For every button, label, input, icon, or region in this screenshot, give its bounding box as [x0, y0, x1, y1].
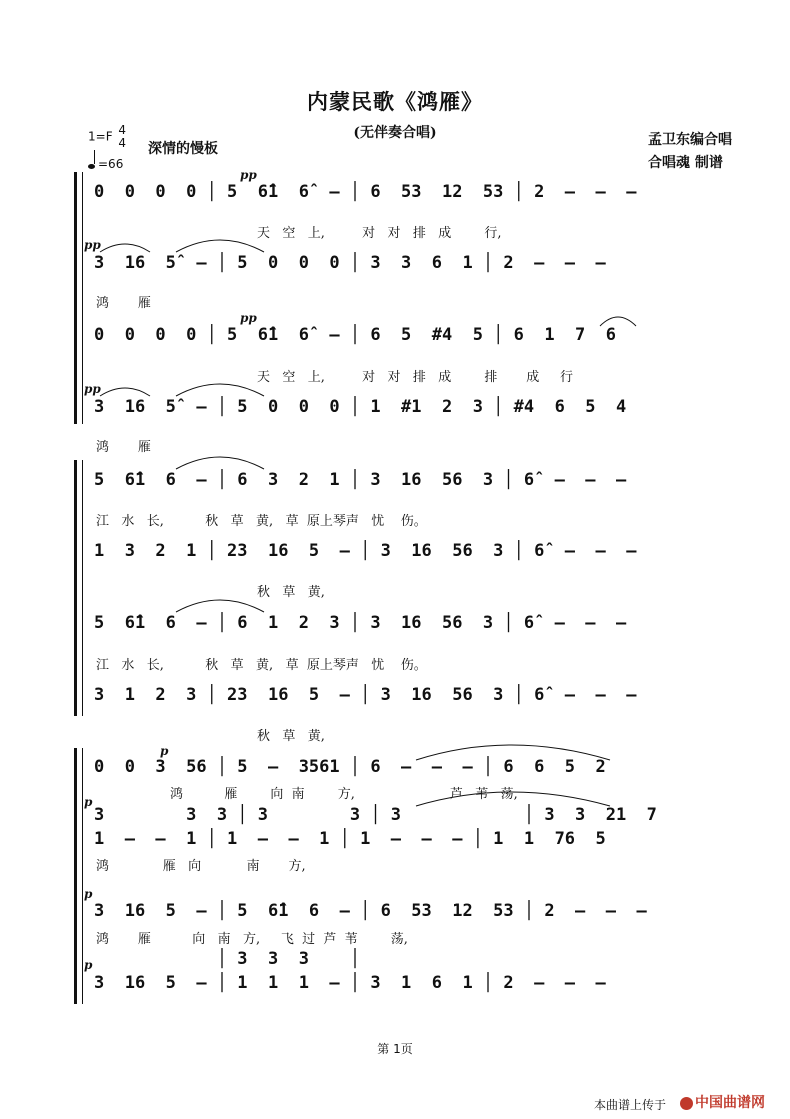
score-subtitle: (无伴奏合唱) — [353, 125, 437, 141]
slur-icon — [176, 240, 264, 252]
dynamic-mark: pp — [240, 311, 257, 325]
dynamic-mark: pp — [84, 238, 101, 252]
score-title: 内蒙民歌《鸿雁》 — [307, 89, 483, 114]
notation-line: 3 16 5 – │ 5 6̂1 6 – │ 6 53 12 53 │ 2 – – – — [94, 901, 647, 921]
time-bottom: 4 — [118, 136, 127, 150]
notation-line: 3 3 3 │ 3 3 │ 3 │ 3 3 21 7 — [94, 805, 657, 825]
notation-line: 3 1 2 3 │ 23 16 5 – │ 3 16 56 3 │ 6̂ – – – — [94, 685, 637, 705]
lyric-line: 鸿 雁 向 南 方, 芦 苇 荡, — [170, 787, 518, 802]
lyric-line: 鸿 雁 — [96, 440, 151, 455]
notation-line: 5 6̂1 6 – │ 6 3 2 1 │ 3 16 56 3 │ 6̂ – – – — [94, 470, 627, 490]
lyric-line: 鸿 雁 向 南 方, 飞 过 芦 苇 荡, — [96, 932, 408, 947]
slur-icon — [176, 600, 264, 612]
notation-line: 0 0 3 56 │ 5 – 3561 │ 6 – – – │ 6 6 5 2 — [94, 757, 606, 777]
notation-line: 5 6̂1 6 – │ 6 1 2 3 │ 3 16 56 3 │ 6̂ – – – — [94, 613, 627, 633]
dynamic-mark: pp — [240, 168, 257, 182]
slur-icon — [176, 384, 264, 396]
lyric-line: 鸿 雁 — [96, 296, 151, 311]
lyric-line: 天 空 上, 对 对 排 成 行, — [257, 226, 502, 241]
notation-line: 0 0 0 0 │ 5 6̂1 6̂ – │ 6 53 12 53 │ 2 – – – — [94, 182, 637, 202]
engraver-credit: 合唱魂 制谱 — [648, 155, 723, 171]
time-top: 4 — [118, 123, 127, 137]
notation-line: 3 16 5 – │ 1 1 1 – │ 3 1 6 1 │ 2 – – – — [94, 973, 606, 993]
notation-line: 3 16 5̂ – │ 5 0 0 0 │ 3 3 6 1 │ 2 – – – — [94, 253, 606, 273]
slur-icon — [100, 388, 150, 396]
key-label: 1=F — [88, 129, 113, 144]
logo-text: 中国曲谱网 — [695, 1095, 765, 1111]
notation-line: 0 0 0 0 │ 5 6̂1 6̂ – │ 6 5 #4 5 │ 6 1 7 6 — [94, 325, 616, 345]
dynamic-mark: p — [84, 887, 93, 901]
page-number: 第 1页 — [377, 1042, 413, 1056]
slur-icon — [100, 244, 150, 252]
lyric-line: 江 水 长, 秋 草 黄, 草 原上琴声 忧 伤。 — [96, 514, 427, 529]
lyric-line: 秋 草 黄, — [257, 585, 325, 600]
dynamic-mark: p — [84, 958, 93, 972]
lyric-line: 秋 草 黄, — [257, 729, 325, 744]
expression-mark: 深情的慢板 — [148, 141, 218, 157]
dynamic-mark: p — [84, 795, 93, 809]
lyric-line: 鸿 雁 向 南 方, — [96, 859, 306, 874]
notation-line: 3 16 5̂ – │ 5 0 0 0 │ 1 #1 2 3 │ #4 6 5 4 — [94, 397, 627, 417]
arranger-credit: 孟卫东编合唱 — [648, 132, 732, 148]
source-note: 本曲谱上传于 — [594, 1098, 667, 1112]
dynamic-mark: pp — [84, 382, 101, 396]
notation-line: 1 3 2 1 │ 23 16 5 – │ 3 16 56 3 │ 6̂ – – – — [94, 541, 637, 561]
slur-icon — [416, 792, 610, 806]
site-logo — [680, 1092, 765, 1112]
dynamic-mark: p — [160, 744, 169, 758]
lyric-line: 天 空 上, 对 对 排 成 排 成 行 — [257, 370, 573, 385]
tempo-value: =66 — [98, 157, 124, 171]
notation-line: │ 3 3 3 │ — [94, 949, 361, 969]
lyric-line: 江 水 长, 秋 草 黄, 草 原上琴声 忧 伤。 — [96, 658, 427, 673]
notation-line: 1 – – 1 │ 1 – – 1 │ 1 – – – │ 1 1 76 5 — [94, 829, 606, 849]
logo-icon — [680, 1097, 693, 1110]
slur-icon — [600, 317, 636, 326]
slur-icon — [416, 745, 610, 760]
slur-icon — [176, 457, 264, 469]
